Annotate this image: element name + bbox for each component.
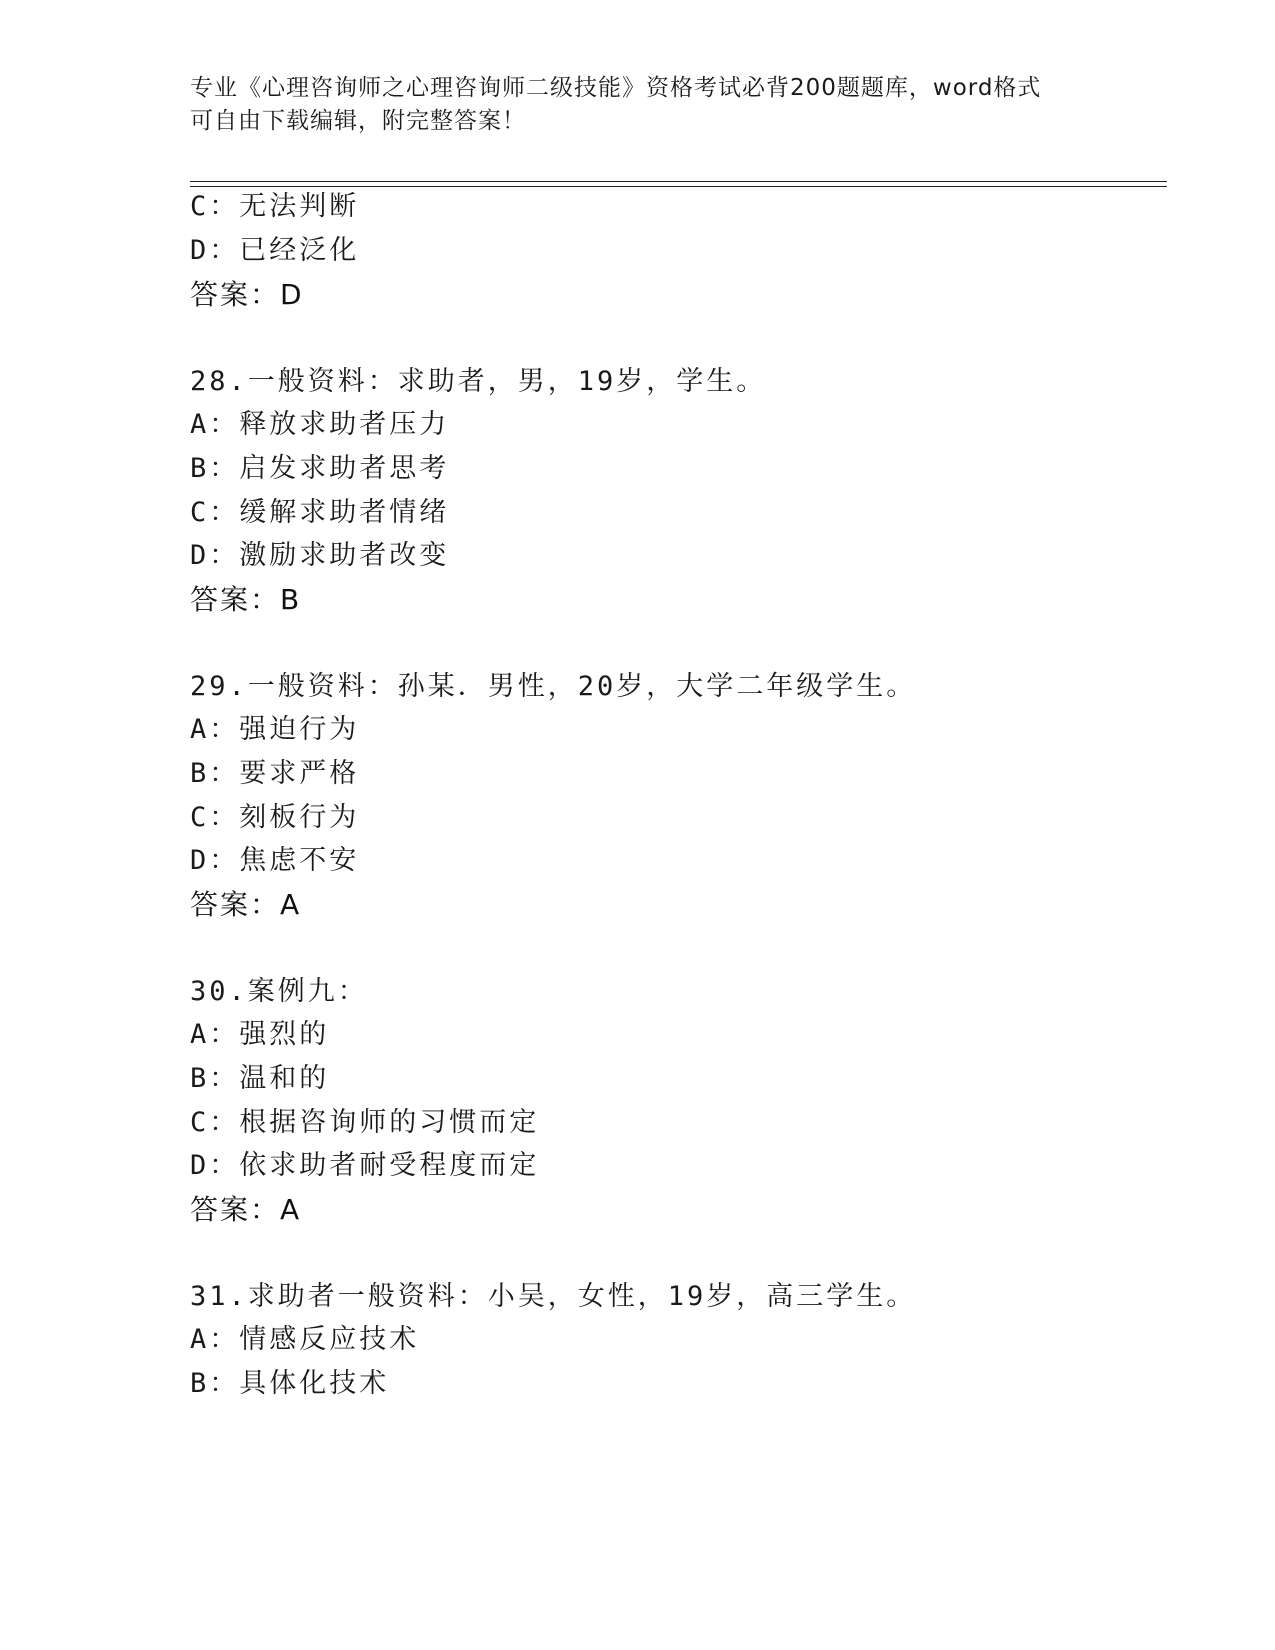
option-d: D：依求助者耐受程度而定 — [190, 1150, 540, 1181]
option-a: A：强迫行为 — [190, 714, 360, 745]
header-divider-top — [190, 181, 1167, 182]
header-line-1: 专业《心理咨询师之心理咨询师二级技能》资格考试必背200题题库，word格式 — [190, 75, 1042, 101]
option-c: C：根据咨询师的习惯而定 — [190, 1107, 540, 1138]
question-stem: 28.一般资料：求助者，男，19岁，学生。 — [190, 366, 767, 397]
answer-line: 答案：D — [190, 278, 304, 311]
option-c: C：缓解求助者情绪 — [190, 497, 450, 528]
option-b: B：温和的 — [190, 1063, 330, 1094]
header-line-2: 可自由下载编辑，附完整答案！ — [190, 108, 526, 134]
option-a: A：强烈的 — [190, 1019, 330, 1050]
option-b: B：启发求助者思考 — [190, 453, 450, 484]
document-header — [190, 72, 1090, 138]
option-a: A：情感反应技术 — [190, 1324, 420, 1355]
option-d: D：已经泛化 — [190, 235, 360, 266]
question-stem: 30.案例九： — [190, 976, 368, 1007]
question-stem: 29.一般资料：孙某．男性，20岁，大学二年级学生。 — [190, 671, 917, 702]
option-d: D：激励求助者改变 — [190, 540, 450, 571]
option-d: D：焦虑不安 — [190, 845, 360, 876]
header-divider-bottom — [190, 186, 1167, 187]
option-c: C：刻板行为 — [190, 802, 360, 833]
option-b: B：要求严格 — [190, 758, 360, 789]
option-a: A：释放求助者压力 — [190, 409, 450, 440]
option-b: B：具体化技术 — [190, 1368, 390, 1399]
question-stem: 31.求助者一般资料：小吴，女性，19岁，高三学生。 — [190, 1281, 917, 1312]
answer-line: 答案：A — [190, 888, 302, 921]
option-c: C：无法判断 — [190, 191, 360, 222]
answer-line: 答案：A — [190, 1193, 302, 1226]
answer-line: 答案：B — [190, 583, 302, 616]
